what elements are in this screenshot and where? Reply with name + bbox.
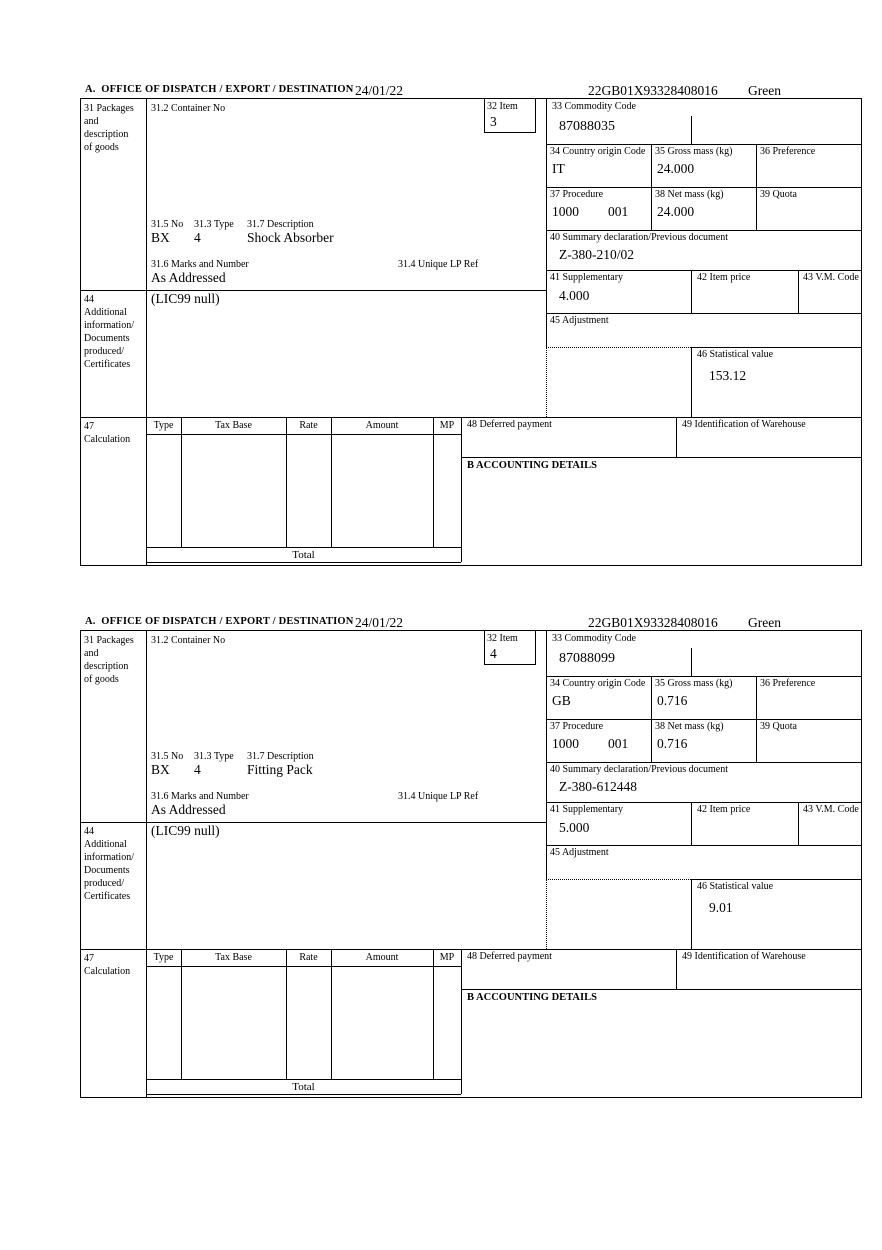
country-origin-value: GB	[552, 693, 571, 708]
grid-line	[546, 187, 861, 188]
label-line: Calculation	[84, 966, 131, 977]
grid-line	[433, 949, 434, 1079]
label-line: produced/	[84, 878, 124, 889]
grid-line-dashed	[546, 879, 691, 880]
package-no-value: BX	[151, 762, 170, 777]
tax-mp-column-header: MP	[439, 420, 455, 431]
grid-line	[546, 719, 861, 720]
previous-document-value: Z-380-210/02	[559, 247, 634, 262]
goods-description-value: Fitting Pack	[247, 762, 313, 777]
grid-line	[798, 270, 799, 313]
box48-deferred-payment-label: 48 Deferred payment	[467, 951, 552, 962]
office-of-dispatch-header: A. OFFICE OF DISPATCH / EXPORT / DESTINATION	[85, 84, 354, 95]
country-origin-value: IT	[552, 161, 565, 176]
box44-additional-information-label	[84, 825, 134, 903]
label-line: Certificates	[84, 891, 131, 902]
previous-document-value: Z-380-612448	[559, 779, 637, 794]
grid-line	[651, 187, 652, 230]
package-no-value: BX	[151, 230, 170, 245]
box43-vm-code-label: 43 V.M. Code	[803, 804, 859, 815]
grid-line	[461, 949, 462, 1094]
grid-line	[546, 676, 861, 677]
grid-line	[691, 116, 692, 144]
box31-4-unique-lp-ref-label: 31.4 Unique LP Ref	[398, 259, 479, 270]
grid-line	[146, 434, 461, 435]
box39-quota-label: 39 Quota	[760, 189, 797, 200]
label-line: information/	[84, 852, 134, 863]
grid-line	[546, 313, 861, 314]
item-number-value: 3	[490, 114, 497, 129]
supplementary-units-value: 4.000	[559, 288, 590, 303]
marks-and-number-value: As Addressed	[151, 270, 226, 285]
box37-procedure-label: 37 Procedure	[550, 189, 604, 200]
box32-item-label: 32 Item	[487, 633, 518, 644]
label-line: description	[84, 129, 129, 140]
package-type-value: 4	[194, 762, 201, 777]
grid-line	[146, 1079, 461, 1080]
box41-supplementary-label: 41 Supplementary	[550, 272, 624, 283]
box34-country-origin-label: 34 Country origin Code	[550, 146, 646, 157]
statistical-value: 153.12	[709, 368, 747, 383]
label-line: 47	[84, 953, 94, 964]
box38-net-mass-label: 38 Net mass (kg)	[655, 189, 724, 200]
label-line: Additional	[84, 307, 127, 318]
gross-mass-value: 24.000	[657, 161, 695, 176]
box35-gross-mass-label: 35 Gross mass (kg)	[655, 146, 733, 157]
label-line: of goods	[84, 674, 119, 685]
supplementary-units-value: 5.000	[559, 820, 590, 835]
routing-status: Green	[748, 83, 781, 98]
accounting-details-header: B ACCOUNTING DETAILS	[467, 460, 597, 471]
grid-line	[546, 631, 547, 879]
grid-line	[651, 676, 652, 719]
grid-line	[546, 144, 861, 145]
office-of-dispatch-header: A. OFFICE OF DISPATCH / EXPORT / DESTINATION	[85, 616, 354, 627]
grid-line	[756, 676, 757, 719]
statistical-value: 9.01	[709, 900, 733, 915]
grid-line	[181, 417, 182, 547]
box31-3-type-label: 31.3 Type	[194, 751, 234, 762]
box31-7-description-label: 31.7 Description	[247, 751, 314, 762]
box35-gross-mass-label: 35 Gross mass (kg)	[655, 678, 733, 689]
box46-statistical-value-label: 46 Statistical value	[697, 881, 774, 892]
label-line: produced/	[84, 346, 124, 357]
grid-line	[146, 1094, 461, 1095]
item-number-value: 4	[490, 646, 497, 661]
box31-packages-label	[84, 102, 144, 154]
grid-line	[461, 457, 861, 458]
box31-2-container-no-label: 31.2 Container No	[151, 635, 226, 646]
box34-country-origin-label: 34 Country origin Code	[550, 678, 646, 689]
box49-warehouse-id-label: 49 Identification of Warehouse	[682, 419, 806, 430]
grid-line	[286, 949, 287, 1079]
label-line: Calculation	[84, 434, 131, 445]
label-line: 31 Packages	[84, 103, 134, 114]
gross-mass-value: 0.716	[657, 693, 688, 708]
declaration-reference: 22GB01X93328408016	[588, 615, 718, 630]
box49-warehouse-id-label: 49 Identification of Warehouse	[682, 951, 806, 962]
grid-line	[691, 270, 692, 313]
box31-6-marks-label: 31.6 Marks and Number	[151, 791, 249, 802]
label-line: information/	[84, 320, 134, 331]
tax-amount-column-header: Amount	[365, 420, 399, 431]
label-line: description	[84, 661, 129, 672]
grid-line	[81, 949, 861, 950]
tax-total-label: Total	[292, 549, 315, 561]
box31-5-no-label: 31.5 No	[151, 751, 184, 762]
box36-preference-label: 36 Preference	[760, 678, 816, 689]
grid-line-dashed	[546, 347, 547, 417]
tax-type-column-header: Type	[153, 420, 174, 431]
procedure-extension-value: 001	[608, 204, 629, 219]
grid-line	[331, 949, 332, 1079]
item-form-grid	[80, 98, 862, 566]
declaration-item-block	[80, 615, 862, 1098]
grid-line	[546, 845, 861, 846]
box47-calculation-label	[84, 952, 130, 978]
box40-summary-declaration-label: 40 Summary declaration/Previous document	[550, 764, 729, 775]
box42-item-price-label: 42 Item price	[697, 272, 751, 283]
tax-rate-column-header: Rate	[299, 420, 318, 431]
box47-calculation-label	[84, 420, 130, 446]
label-line: Additional	[84, 839, 127, 850]
tax-total-label: Total	[292, 1081, 315, 1093]
commodity-code-value: 87088035	[559, 119, 615, 134]
label-line: of goods	[84, 142, 119, 153]
additional-information-value: (LIC99 null)	[151, 823, 220, 838]
label-line: Documents	[84, 865, 130, 876]
tax-mp-column-header: MP	[439, 952, 455, 963]
box31-7-description-label: 31.7 Description	[247, 219, 314, 230]
grid-line	[146, 966, 461, 967]
box48-deferred-payment-label: 48 Deferred payment	[467, 419, 552, 430]
label-line: Documents	[84, 333, 130, 344]
grid-line	[756, 144, 757, 187]
box45-adjustment-label: 45 Adjustment	[550, 315, 609, 326]
declaration-item-block	[80, 83, 862, 566]
grid-line	[461, 989, 861, 990]
box31-6-marks-label: 31.6 Marks and Number	[151, 259, 249, 270]
grid-line	[691, 648, 692, 676]
grid-line	[146, 547, 461, 548]
box31-3-type-label: 31.3 Type	[194, 219, 234, 230]
grid-line	[146, 99, 147, 565]
label-line: 44	[84, 294, 94, 305]
label-line: and	[84, 116, 99, 127]
declaration-date: 24/01/22	[355, 83, 404, 98]
box33-commodity-code-label: 33 Commodity Code	[552, 633, 636, 644]
label-line: 47	[84, 421, 94, 432]
grid-line	[651, 144, 652, 187]
box40-summary-declaration-label: 40 Summary declaration/Previous document	[550, 232, 729, 243]
grid-line-dashed	[546, 347, 691, 348]
box31-packages-label	[84, 634, 144, 686]
box31-2-container-no-label: 31.2 Container No	[151, 103, 226, 114]
tax-rate-column-header: Rate	[299, 952, 318, 963]
tax-base-column-header: Tax Base	[215, 952, 252, 963]
grid-line	[146, 631, 147, 1097]
additional-information-value: (LIC99 null)	[151, 291, 220, 306]
grid-line	[546, 230, 861, 231]
box44-additional-information-label	[84, 293, 134, 371]
grid-line	[651, 719, 652, 762]
box37-procedure-label: 37 Procedure	[550, 721, 604, 732]
grid-line	[286, 417, 287, 547]
label-line: Certificates	[84, 359, 131, 370]
grid-line	[798, 802, 799, 845]
declaration-date: 24/01/22	[355, 615, 404, 630]
goods-description-value: Shock Absorber	[247, 230, 334, 245]
box38-net-mass-label: 38 Net mass (kg)	[655, 721, 724, 732]
box46-statistical-value-label: 46 Statistical value	[697, 349, 774, 360]
grid-line	[756, 187, 757, 230]
box42-item-price-label: 42 Item price	[697, 804, 751, 815]
accounting-details-header: B ACCOUNTING DETAILS	[467, 992, 597, 1003]
grid-line	[546, 270, 861, 271]
box45-adjustment-label: 45 Adjustment	[550, 847, 609, 858]
label-line: and	[84, 648, 99, 659]
box41-supplementary-label: 41 Supplementary	[550, 804, 624, 815]
box33-commodity-code-label: 33 Commodity Code	[552, 101, 636, 112]
net-mass-value: 0.716	[657, 736, 688, 751]
box39-quota-label: 39 Quota	[760, 721, 797, 732]
grid-line	[81, 417, 861, 418]
grid-line	[546, 762, 861, 763]
grid-line	[146, 562, 461, 563]
net-mass-value: 24.000	[657, 204, 695, 219]
grid-line	[181, 949, 182, 1079]
declaration-reference: 22GB01X93328408016	[588, 83, 718, 98]
procedure-extension-value: 001	[608, 736, 629, 751]
grid-line	[676, 949, 677, 989]
commodity-code-value: 87088099	[559, 651, 615, 666]
box43-vm-code-label: 43 V.M. Code	[803, 272, 859, 283]
label-line: 44	[84, 826, 94, 837]
label-line: 31 Packages	[84, 635, 134, 646]
grid-line	[756, 719, 757, 762]
tax-type-column-header: Type	[153, 952, 174, 963]
grid-line-dashed	[546, 879, 547, 949]
grid-line	[461, 417, 462, 562]
box31-4-unique-lp-ref-label: 31.4 Unique LP Ref	[398, 791, 479, 802]
grid-line	[546, 99, 547, 347]
routing-status: Green	[748, 615, 781, 630]
box36-preference-label: 36 Preference	[760, 146, 816, 157]
grid-line	[546, 802, 861, 803]
grid-line	[676, 417, 677, 457]
procedure-code-value: 1000	[552, 204, 579, 219]
grid-line	[691, 802, 692, 845]
box31-5-no-label: 31.5 No	[151, 219, 184, 230]
package-type-value: 4	[194, 230, 201, 245]
marks-and-number-value: As Addressed	[151, 802, 226, 817]
procedure-code-value: 1000	[552, 736, 579, 751]
tax-base-column-header: Tax Base	[215, 420, 252, 431]
grid-line	[331, 417, 332, 547]
tax-amount-column-header: Amount	[365, 952, 399, 963]
box32-item-label: 32 Item	[487, 101, 518, 112]
grid-line	[433, 417, 434, 547]
item-form-grid	[80, 630, 862, 1098]
